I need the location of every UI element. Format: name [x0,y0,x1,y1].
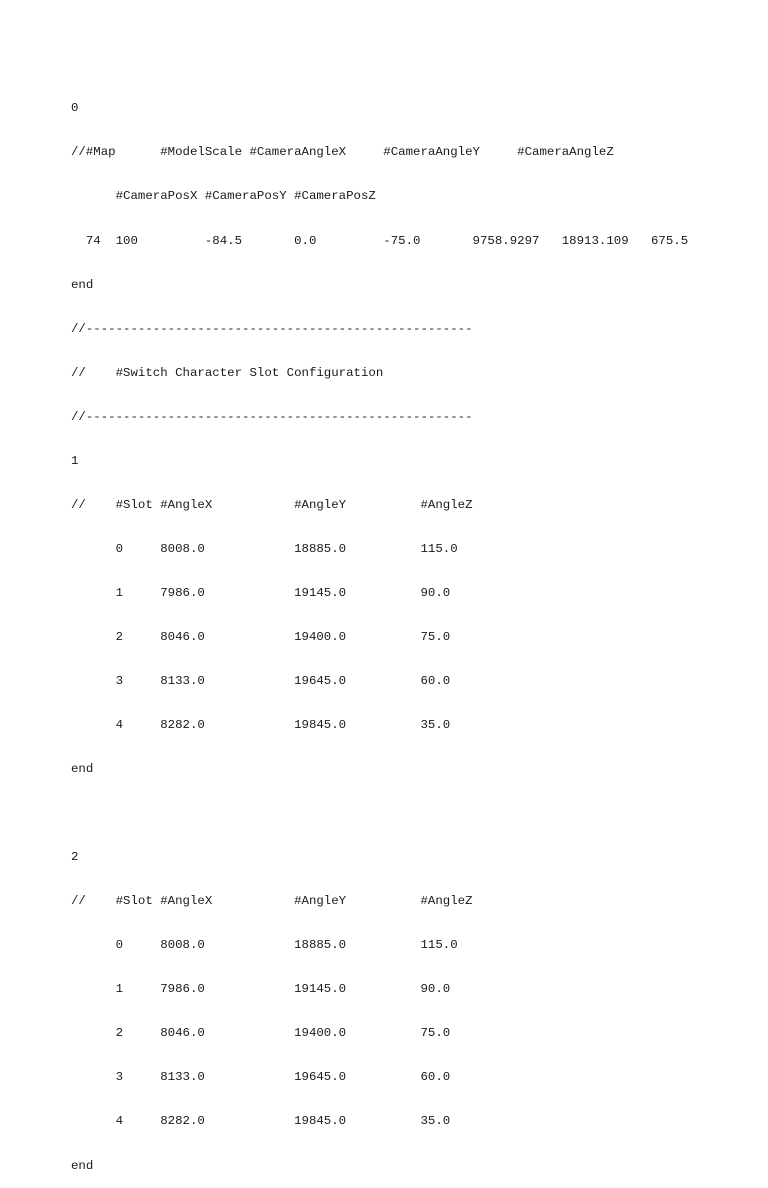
doc-line: 1 7986.0 19145.0 90.0 [71,585,451,600]
doc-line: // #Switch Character Slot Configuration [71,365,384,380]
doc-line: 0 8008.0 18885.0 115.0 [71,541,458,556]
doc-line: 2 8046.0 19400.0 75.0 [71,1026,451,1041]
doc-line: 1 [71,453,79,468]
doc-line: //---------------------------------------------------- [71,321,473,336]
doc-line: 2 8046.0 19400.0 75.0 [71,629,451,644]
doc-line: 0 8008.0 18885.0 115.0 [71,938,458,953]
document-body [71,72,688,1188]
doc-line: 3 8133.0 19645.0 60.0 [71,673,451,688]
doc-line: 4 8282.0 19845.0 35.0 [71,1114,451,1129]
doc-line: end [71,762,94,777]
doc-line: end [71,277,94,292]
doc-line: // #Slot #AngleX #AngleY #AngleZ [71,894,473,909]
doc-line: 74 100 -84.5 0.0 -75.0 9758.9297 18913.109 675.5 [71,233,689,248]
doc-line: 1 7986.0 19145.0 90.0 [71,982,451,997]
doc-line [71,806,688,821]
doc-line: end [71,1158,94,1173]
doc-line: #CameraPosX #CameraPosY #CameraPosZ [71,189,376,204]
doc-line: 3 8133.0 19645.0 60.0 [71,1070,451,1085]
doc-line: //#Map #ModelScale #CameraAngleX #CameraAngleY #CameraAngleZ [71,145,614,160]
doc-line: // #Slot #AngleX #AngleY #AngleZ [71,497,473,512]
doc-line: 4 8282.0 19845.0 35.0 [71,718,451,733]
doc-line: 2 [71,850,79,865]
doc-line: 0 [71,101,79,116]
doc-line: //---------------------------------------------------- [71,409,473,424]
